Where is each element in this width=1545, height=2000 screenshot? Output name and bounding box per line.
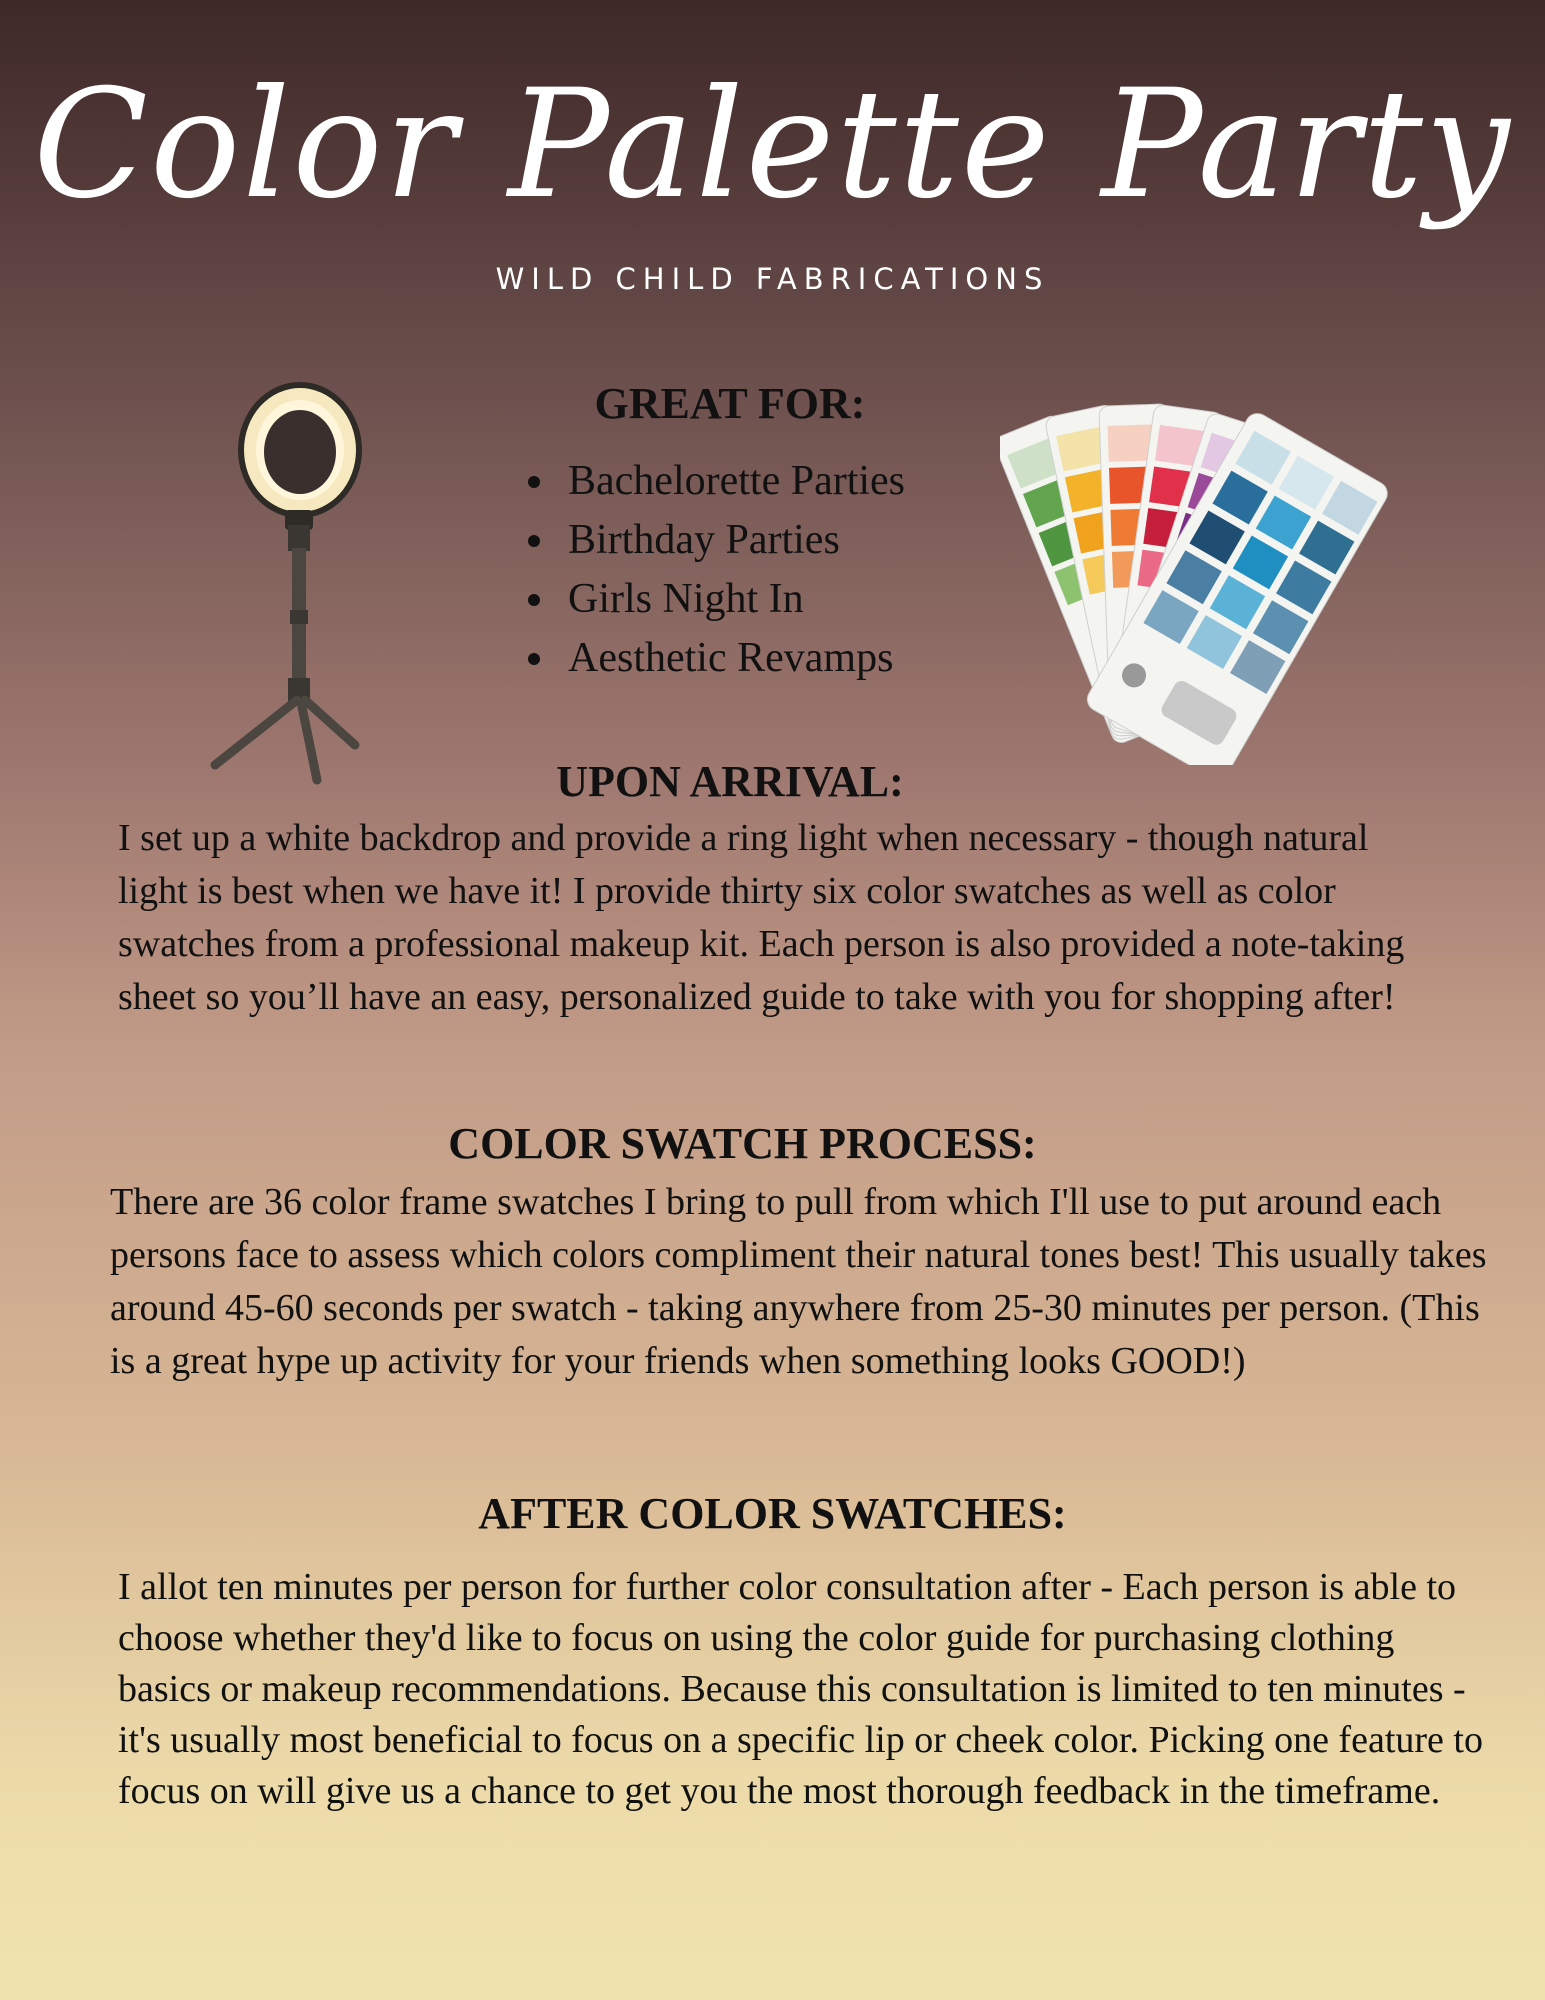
upon-arrival-heading: UPON ARRIVAL: [556, 757, 904, 806]
after-heading: AFTER COLOR SWATCHES: [478, 1489, 1067, 1538]
list-item: Aesthetic Revamps [520, 629, 905, 688]
ring-light-icon [205, 380, 375, 790]
list-item: Girls Night In [520, 570, 905, 629]
page-subtitle: WILD CHILD FABRICATIONS [495, 262, 1050, 296]
color-swatch-fan-icon [1000, 385, 1450, 765]
page-title: Color Palette Party [33, 58, 1512, 232]
great-for-heading: GREAT FOR: [594, 379, 866, 428]
after-text: I allot ten minutes per person for further color consultation after - Each person is able to choose whether they'd like to focus on using the color guide for purchasing clothing basics or makeup recommendations. Because this consultation is limited to ten minutes - it's usually most beneficial to focus on a specific lip or cheek color. Picking one feature to focus on will give us a chance to get you the most thorough feedback in the timeframe. [118, 1566, 1483, 1812]
upon-arrival-text: I set up a white backdrop and provide a ring light when necessary - though natural light is best when we have it! I provide thirty six color swatches as well as color swatches from a professional makeup kit. Each person is also provided a note-taking sheet so you’ll have an easy, personalized guide to take with you for shopping after! [118, 817, 1405, 1018]
process-text: There are 36 color frame swatches I bring to pull from which I'll use to put around each persons face to assess which colors compliment their natural tones best! This usually takes around 45-60 seconds per swatch - taking anywhere from 25-30 minutes per person. (This is a great hype up activity for your friends when something looks GOOD!) [110, 1181, 1487, 1382]
list-item: Birthday Parties [520, 511, 905, 570]
list-item: Bachelorette Parties [520, 452, 905, 511]
process-heading: COLOR SWATCH PROCESS: [448, 1119, 1037, 1168]
great-for-list [520, 452, 905, 688]
